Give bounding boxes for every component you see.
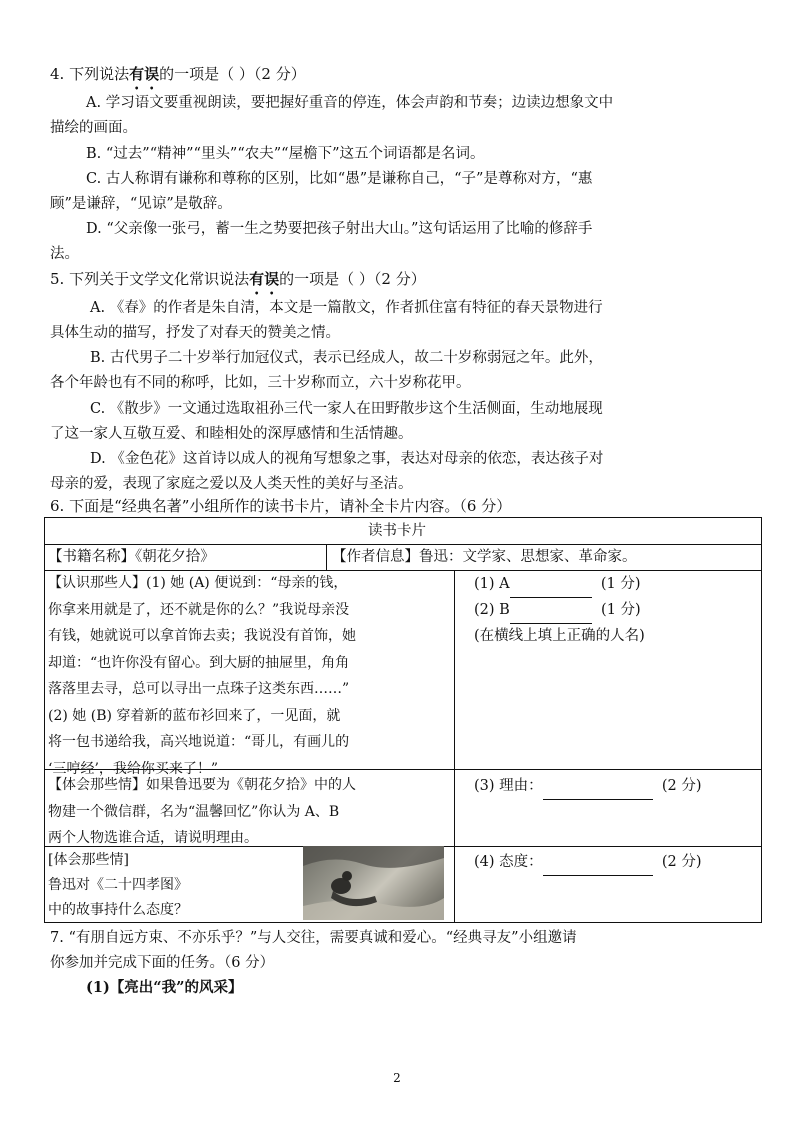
q4-option-a-line2: 描绘的画面。 — [50, 120, 137, 136]
twenty-four-filial-piety-illustration — [303, 846, 444, 920]
answer-1-blank[interactable] — [510, 571, 592, 598]
q5-option-a-line1: A. 《春》的作者是朱自清，本文是一篇散文，作者抓住富有特征的春天景物进行 — [90, 300, 603, 316]
question-4-stem: 4. 下列说法有误的一项是（ ）（2 分） — [50, 65, 306, 83]
q4-option-c-line1: C. 古人称谓有谦称和尊称的区别，比如“愚”是谦称自己，“子”是尊称对方，“惠 — [86, 171, 593, 187]
feeling-question-2: [体会那些情] 鲁迅对《二十四孝图》 中的故事持什么态度？ — [48, 852, 188, 918]
feeling-question-1: 【体会那些情】如果鲁迅要为《朝花夕拾》中的人 物建一个微信群，名为“温馨回忆”你认为 A、B 两个人物选谁合适，请说明理由。 — [48, 777, 356, 846]
page-number: 2 — [393, 1071, 401, 1085]
reason-blank[interactable] — [543, 773, 653, 800]
table-rule — [326, 544, 327, 570]
q5-option-b-line2: 各个年龄也有不同的称呼，比如，三十岁称而立，六十岁称花甲。 — [50, 375, 471, 391]
answer-2-row: (2) B (1 分) — [474, 597, 641, 624]
answer-hint: (在横线上填上正确的人名) — [474, 628, 645, 644]
q4-option-b: B. “过去”“精神”“里头”“农夫”“屋檐下”这五个词语都是名词。 — [86, 146, 485, 162]
card-title: 读书卡片 — [368, 523, 426, 539]
emphasis-text: 有误 — [129, 65, 160, 83]
reason-row: (3) 理由： (2 分) — [474, 773, 702, 800]
q4-option-c-line2: 顾”是谦辞，“见谅”是敬辞。 — [50, 196, 232, 212]
emphasis-text: 有误 — [249, 270, 280, 288]
q5-option-c-line1: C. 《散步》一文通过选取祖孙三代一家人在田野散步这个生活侧面，生动地展现 — [90, 401, 603, 417]
book-name: 【书籍名称】《朝花夕拾》 — [48, 549, 215, 565]
table-rule — [454, 570, 455, 922]
q5-option-d-line1: D. 《金色花》这首诗以成人的视角写想象之事，表达对母亲的依恋，表达孩子对 — [90, 451, 604, 467]
attitude-blank[interactable] — [543, 849, 653, 876]
question-7-line2: 你参加并完成下面的任务。（6 分） — [50, 955, 275, 971]
q5-option-d-line2: 母亲的爱，表现了家庭之爱以及人类天性的美好与圣洁。 — [50, 476, 413, 492]
question-7-line1: 7. “有朋自远方束、不亦乐乎？”与人交往，需要真诚和爱心。“经典寻友”小组邀请 — [50, 930, 577, 946]
question-7-sub1: (1)【亮出“我”的风采】 — [86, 979, 243, 996]
illustration-image — [303, 846, 444, 920]
q4-option-d-line1: D. “父亲像一张弓，蓄一生之势要把孩子射出大山。”这句话运用了比喻的修辞手 — [86, 221, 593, 237]
q4-option-a-line1: A. 学习语文要重视朗读，要把握好重音的停连，体会声韵和节奏；边读边想象文中 — [86, 95, 614, 111]
q5-option-a-line2: 具体生动的描写，抒发了对春天的赞美之情。 — [50, 325, 340, 341]
attitude-row: (4) 态度： (2 分) — [474, 849, 702, 876]
q5-option-c-line2: 了这一家人互敬互爱、和睦相处的深厚感情和生活情趣。 — [50, 426, 413, 442]
answer-2-blank[interactable] — [510, 597, 592, 624]
answer-1-row: (1) A (1 分) — [474, 571, 641, 598]
author-info: 【作者信息】鲁迅：文学家、思想家、革命家。 — [332, 549, 637, 565]
q4-option-d-line2: 法。 — [50, 246, 79, 262]
question-5-stem: 5. 下列关于文学文化常识说法有误的一项是（ ）（2 分） — [50, 270, 426, 288]
q5-option-b-line1: B. 古代男子二十岁举行加冠仪式，表示已经成人，故二十岁称弱冠之年。此外， — [90, 350, 603, 366]
question-6-stem: 6. 下面是“经典名著”小组所作的读书卡片，请补全卡片内容。（6 分） — [50, 497, 512, 515]
people-passage: 【认识那些人】(1) 她 (A) 便说到：“母亲的钱， 你拿来用就是了，还不就是你的么？”我说母亲没 有钱，她就说可以拿首饰去卖；我说没有首饰，她 却道：“也许你没有留心。到大厨的抽屉里，角角 落落里去寻，总可以寻出一点珠子这类东西……” (2) 她 (B) 穿着新的蓝布衫回来了，一见面，就 将一包书递给我，高兴地说道：“哥儿，有画儿的 ‘三哼经’，我给你买来了！” — [48, 575, 356, 777]
